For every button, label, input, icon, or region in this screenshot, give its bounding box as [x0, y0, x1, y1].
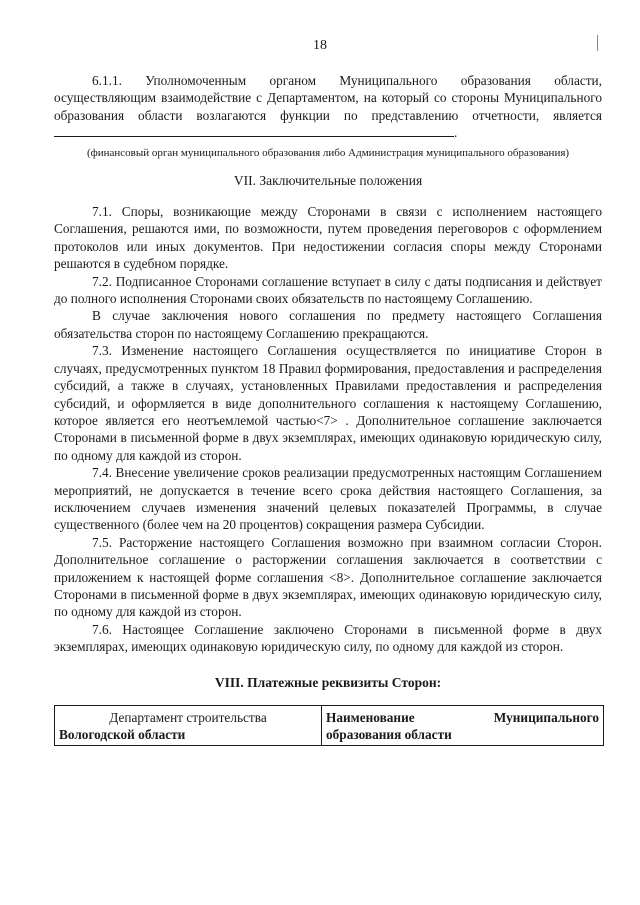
paragraph-7-3: 7.3. Изменение настоящего Соглашения осуществляется по инициативе Сторон в случаях, предусмотренных пунктом 18 Правил формирования, предоставления и распределения субсидий, а также в случаях, установленных Правилами предоставления и распределения субсидий, и оформляется в виде дополнительного соглашения к настоящему Соглашению, которое является его неотъемлемой частью<7> . Дополнительное соглашение заключается Сторонами в письменной форме в двух экземплярах, имеющих одинаковую юридическую силу, по одному для каждой из сторон.	[54, 343, 602, 463]
department-name-line2: Вологодской области	[59, 727, 186, 742]
paragraph-7-4: 7.4. Внесение увеличение сроков реализации предусмотренных настоящим Соглашением мероприятий, не допускается в течение всего срока действия настоящего Соглашения, за исключением случаев изменения значений целевых показателей Программы, в случае существенного (более чем на 20 процентов) сокращения размера Субсидии.	[54, 465, 602, 533]
margin-mark	[597, 35, 598, 51]
paragraph-7-6: 7.6. Настоящее Соглашение заключено Сторонами в письменной форме в двух экземплярах, имеющих одинаковую юридическую силу, по одному для каждой из сторон.	[54, 621, 602, 655]
department-cell	[55, 706, 322, 746]
municipality-name-line2: образования области	[326, 727, 452, 742]
fill-in-blank	[54, 124, 454, 137]
paragraph-7-1: 7.1. Споры, возникающие между Сторонами в связи с исполнением настоящего Соглашения, решаются ими, по возможности, путем проведения переговоров с оформлением протоколов или иных документов. При недостижении согласия споры между Сторонами решаются в судебном порядке.	[54, 204, 602, 272]
paragraph-6-1-1-end: .	[454, 125, 458, 141]
blank-field-note: (финансовый орган муниципального образования либо Администрация муниципального образования)	[86, 146, 570, 159]
paragraph-6-1-1	[54, 72, 602, 142]
paragraph-6-1-1-text: 6.1.1. Уполномоченным органом Муниципального образования области, осуществляющим взаимодействие с Департаментом, на который со стороны Муниципального образования области возлагаются функции по представлению отчетности, является	[54, 73, 602, 123]
payment-details-table	[54, 705, 604, 746]
section-7-heading: VII. Заключительные положения	[233, 172, 423, 188]
section-8-heading: VIII. Платежные реквизиты Сторон:	[214, 674, 442, 690]
paragraph-7-5: 7.5. Расторжение настоящего Соглашения возможно при взаимном согласии Сторон. Дополнительное соглашение о расторжении соглашения заключается в соответствии с приложением к настоящей форме соглашения <8>. Дополнительное соглашение заключается Сторонами в письменной форме в двух экземплярах, имеющих одинаковую юридическую силу, по одному для каждой из сторон.	[54, 534, 602, 620]
municipality-name-word1: Наименование	[326, 710, 415, 725]
municipality-name-word2: Муниципального	[493, 710, 599, 725]
municipality-name-line1	[326, 709, 599, 726]
table-row	[55, 706, 604, 746]
department-name-line1: Департамент строительства	[109, 710, 267, 725]
municipality-cell	[322, 706, 604, 746]
document-body	[54, 72, 602, 746]
paragraph-7-2: 7.2. Подписанное Сторонами соглашение вступает в силу с даты подписания и действует до полного исполнения Сторонами своих обязательств по настоящему Соглашению.	[54, 273, 602, 307]
page-number: 18	[313, 38, 327, 53]
paragraph-7-2-continued: В случае заключения нового соглашения по предмету настоящего Соглашения обязательства сторон по настоящему Соглашению прекращаются.	[54, 308, 602, 341]
